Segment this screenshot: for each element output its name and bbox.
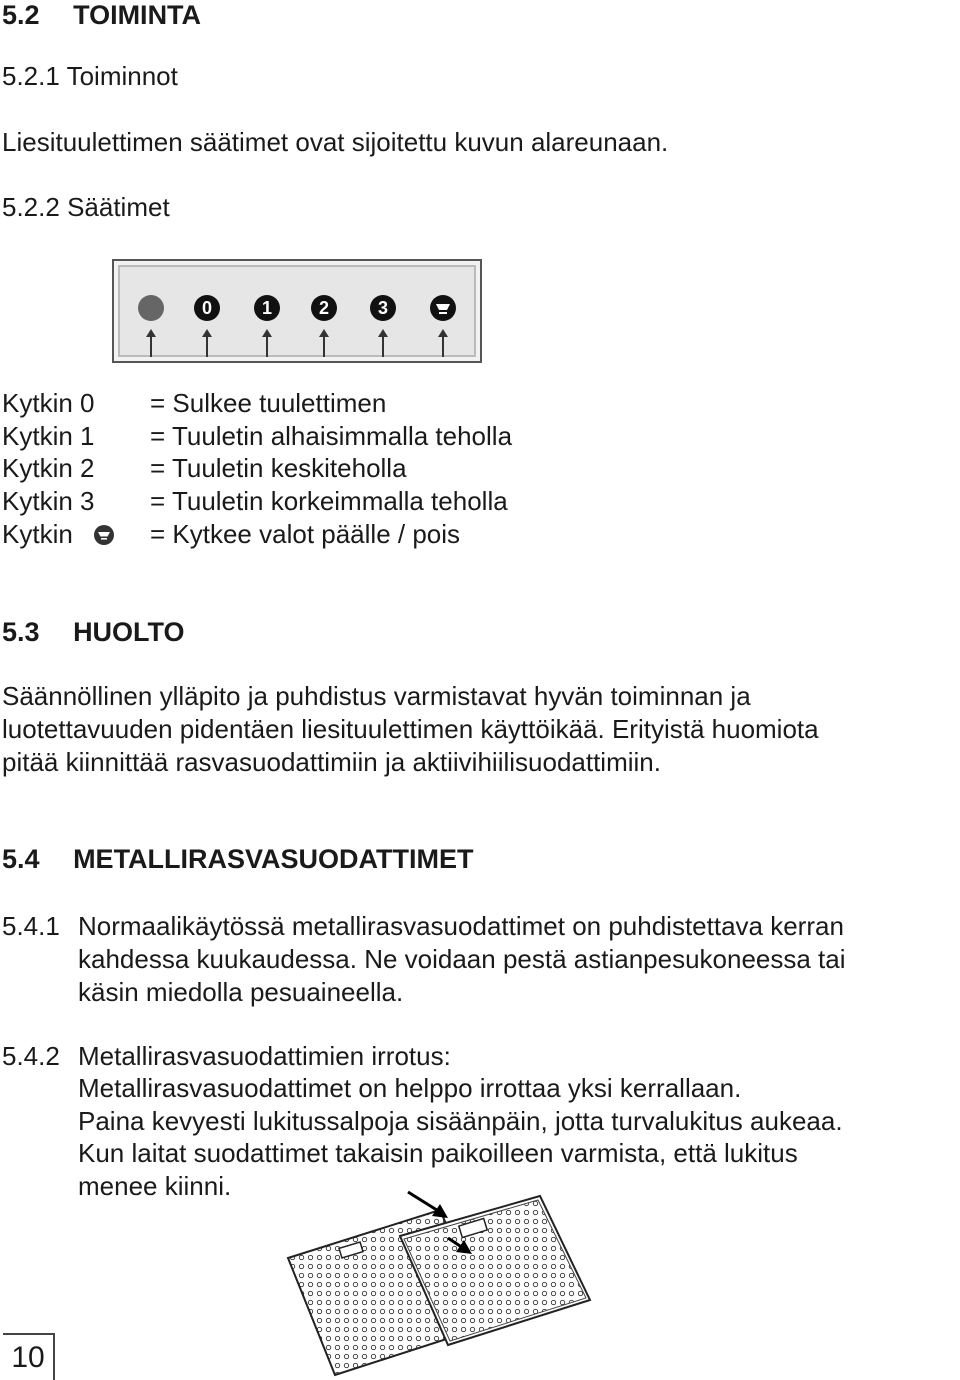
button-2: 2 bbox=[311, 295, 337, 321]
button-0: 0 bbox=[194, 295, 220, 321]
arrow-icon bbox=[266, 335, 268, 357]
switch-desc: = Tuuletin korkeimmalla teholla bbox=[150, 486, 508, 516]
arrow-icon bbox=[442, 335, 444, 357]
button-1: 1 bbox=[254, 295, 280, 321]
section-number: 5.2.1 bbox=[2, 61, 60, 91]
switch-desc: = Kytkee valot päälle / pois bbox=[150, 519, 461, 549]
switch-name: Kytkin bbox=[2, 519, 73, 549]
paragraph-line: menee kiinni. bbox=[78, 1171, 232, 1201]
section-5-2-1-heading bbox=[2, 60, 178, 93]
arrow-icon bbox=[408, 1192, 440, 1212]
grease-filter-illustration bbox=[270, 1190, 630, 1380]
arrow-icon bbox=[382, 335, 384, 357]
arrow-icon bbox=[206, 335, 208, 357]
section-number: 5.2.2 bbox=[2, 192, 60, 222]
switch-name: Kytkin 0 bbox=[2, 388, 95, 418]
section-number: 5.3 bbox=[2, 617, 40, 647]
page-number: 10 bbox=[3, 1333, 55, 1380]
section-number: 5.4.2 bbox=[2, 1041, 60, 1071]
paragraph-line: luotettavuuden pidentäen liesituulettimen käyttöikää. Erityistä huomiota bbox=[2, 714, 819, 744]
paragraph-line: käsin miedolla pesuaineella. bbox=[78, 977, 404, 1007]
section-5-2-1-text: Liesituulettimen säätimet ovat sijoitettu kuvun alareunaan. bbox=[2, 127, 669, 157]
paragraph-line: Säännöllinen ylläpito ja puhdistus varmistavat hyvän toiminnan ja bbox=[2, 681, 751, 711]
section-title: HUOLTO bbox=[73, 617, 185, 647]
paragraph-line: pitää kiinnittää rasvasuodattimiin ja aktiivihiilisuodattimiin. bbox=[2, 747, 661, 777]
paragraph-line: Paina kevyesti lukitussalpoja sisäänpäin, jotta turvalukitus aukeaa. bbox=[78, 1106, 843, 1136]
arrow-icon bbox=[150, 335, 152, 357]
section-5-2-2-heading bbox=[2, 191, 170, 224]
section-number: 5.4.1 bbox=[2, 911, 60, 941]
switch-name: Kytkin 3 bbox=[2, 486, 95, 516]
paragraph-line: Kun laitat suodattimet takaisin paikoilleen varmista, että lukitus bbox=[78, 1138, 798, 1168]
section-title: METALLIRASVASUODATTIMET bbox=[73, 844, 474, 874]
paragraph-line: Metallirasvasuodattimet on helppo irrottaa yksi kerrallaan. bbox=[78, 1073, 742, 1103]
button-3: 3 bbox=[370, 295, 396, 321]
section-title: Toiminnot bbox=[66, 61, 178, 91]
arrow-icon bbox=[323, 335, 325, 357]
section-title: TOIMINTA bbox=[73, 0, 202, 30]
section-number: 5.4 bbox=[2, 844, 40, 874]
switch-name: Kytkin 2 bbox=[2, 453, 95, 483]
paragraph-line: Metallirasvasuodattimien irrotus: bbox=[78, 1041, 451, 1071]
light-icon bbox=[94, 525, 114, 545]
section-5-2-heading bbox=[2, 0, 201, 31]
section-title: Säätimet bbox=[67, 192, 170, 222]
light-icon bbox=[430, 295, 456, 321]
paragraph-line: Normaalikäytössä metallirasvasuodattimet on puhdistettava kerran bbox=[78, 911, 844, 941]
switch-desc: = Tuuletin alhaisimmalla teholla bbox=[150, 421, 513, 451]
control-panel-illustration bbox=[112, 259, 482, 363]
switch-name: Kytkin 1 bbox=[2, 421, 95, 451]
section-number: 5.2 bbox=[2, 0, 40, 30]
paragraph-line: kahdessa kuukaudessa. Ne voidaan pestä astianpesukoneessa tai bbox=[78, 944, 846, 974]
switch-desc: = Sulkee tuulettimen bbox=[150, 388, 387, 418]
section-5-3-heading bbox=[2, 617, 185, 648]
indicator-light-icon bbox=[138, 295, 164, 321]
section-5-4-heading bbox=[2, 844, 474, 875]
switch-desc: = Tuuletin keskiteholla bbox=[150, 453, 407, 483]
